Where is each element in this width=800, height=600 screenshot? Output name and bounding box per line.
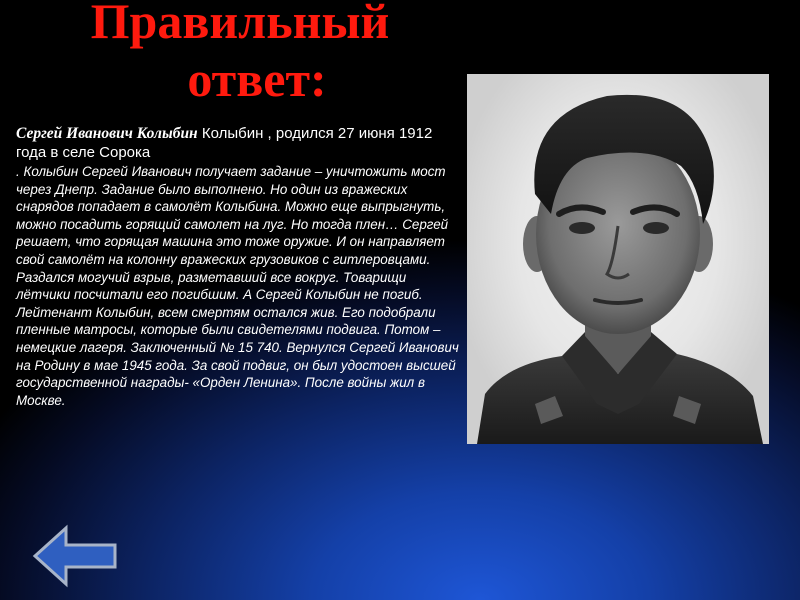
- biography-text: [16, 124, 464, 409]
- portrait-photo: [467, 74, 769, 444]
- biography-paragraph-2: Лейтенант Колыбин, всем смертям остался жив. Его подобрали пленные матросы, которые были свидетелями подвига. Потом – немецкие лагеря. Заключенный № 15 740. Вернулся Сергей Иванович на Родину в мае 1945 года. За свой подвиг, он был удостоен высшей государственной награды- «Орден Ленина». После войны жил в Москве.: [16, 304, 459, 408]
- title-line-2: ответ:: [187, 51, 327, 107]
- portrait-illustration: [467, 74, 769, 444]
- slide-title: [40, 0, 440, 108]
- birth-info: Колыбин , родился 27 июня 1912 года в селе Сорока: [16, 125, 433, 161]
- hero-name: Сергей Иванович Колыбин: [16, 125, 198, 142]
- left-arrow-icon: [32, 523, 118, 589]
- back-button[interactable]: [32, 523, 118, 589]
- title-line-1: Правильный: [90, 0, 390, 49]
- biography-paragraph-1: . Колыбин Сергей Иванович получает задание – уничтожить мост через Днепр. Задание было выполнено. Но один из вражеских снарядов попадает в самолёт Колыбина. Можно еще выпрыгнуть, можно посадить горящий самолет на луг. Но тогда плен… Сергей решает, что горящая машина это тоже оружие. И он направляет свой самолёт на колонну вражеских грузовиков с гитлеровцами. Раздался могучий взрыв, разметавший все вокруг. Товарищи лётчики посчитали его погибшим. А Сергей Колыбин не погиб.: [16, 164, 449, 303]
- biography-lead: [16, 124, 464, 162]
